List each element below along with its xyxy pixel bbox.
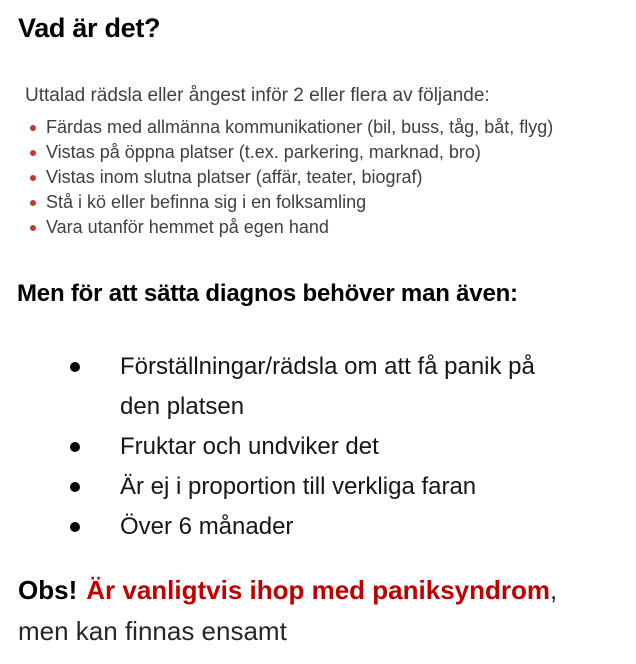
- note-line-2: men kan finnas ensamt: [18, 616, 287, 646]
- bullet-icon: [70, 362, 80, 372]
- bullet-icon: [70, 522, 80, 532]
- bullet-icon: [30, 150, 36, 156]
- note-label: Obs!: [18, 575, 78, 605]
- list-item-text: Förställningar/rädsla om att få panik på den platsen: [120, 353, 535, 420]
- list-item-text: Fruktar och undviker det: [120, 433, 379, 460]
- list-item-text: Vistas inom slutna platser (affär, teater, biograf): [46, 167, 423, 187]
- list-item-text: Vistas på öppna platser (t.ex. parkering, marknad, bro): [46, 142, 481, 162]
- criteria-section: [25, 84, 625, 240]
- note-separator: ,: [550, 575, 558, 605]
- list-item-text: Stå i kö eller befinna sig i en folksamling: [46, 192, 367, 212]
- list-item-text: Färdas med allmänna kommunikationer (bil, buss, tåg, båt, flyg): [46, 117, 554, 137]
- list-item: [25, 215, 625, 240]
- bullet-icon: [30, 225, 36, 231]
- criteria-list: [25, 115, 625, 240]
- bullet-icon: [30, 175, 36, 181]
- note: [18, 570, 618, 652]
- note-highlight: Är vanligtvis ihop med paniksyndrom: [86, 575, 550, 605]
- list-item-text: Är ej i proportion till verkliga faran: [120, 473, 477, 500]
- list-item: [70, 427, 600, 467]
- list-item: [70, 467, 600, 507]
- page-title: Vad är det?: [18, 13, 161, 43]
- list-item: [25, 165, 625, 190]
- diagnosis-heading: Men för att sätta diagnos behöver man även:: [17, 280, 518, 307]
- list-item: [70, 507, 600, 547]
- list-item: [25, 140, 625, 165]
- bullet-icon: [30, 125, 36, 131]
- list-item: [25, 190, 625, 215]
- criteria-intro: Uttalad rädsla eller ångest inför 2 eller flera av följande:: [25, 85, 490, 106]
- note-line-1: [18, 570, 618, 611]
- list-item: [70, 347, 600, 427]
- list-item-text: Över 6 månader: [120, 513, 294, 540]
- bullet-icon: [30, 200, 36, 206]
- bullet-icon: [70, 442, 80, 452]
- bullet-icon: [70, 482, 80, 492]
- diagnosis-list: [70, 347, 600, 547]
- list-item: [25, 115, 625, 140]
- list-item-text: Vara utanför hemmet på egen hand: [46, 217, 329, 237]
